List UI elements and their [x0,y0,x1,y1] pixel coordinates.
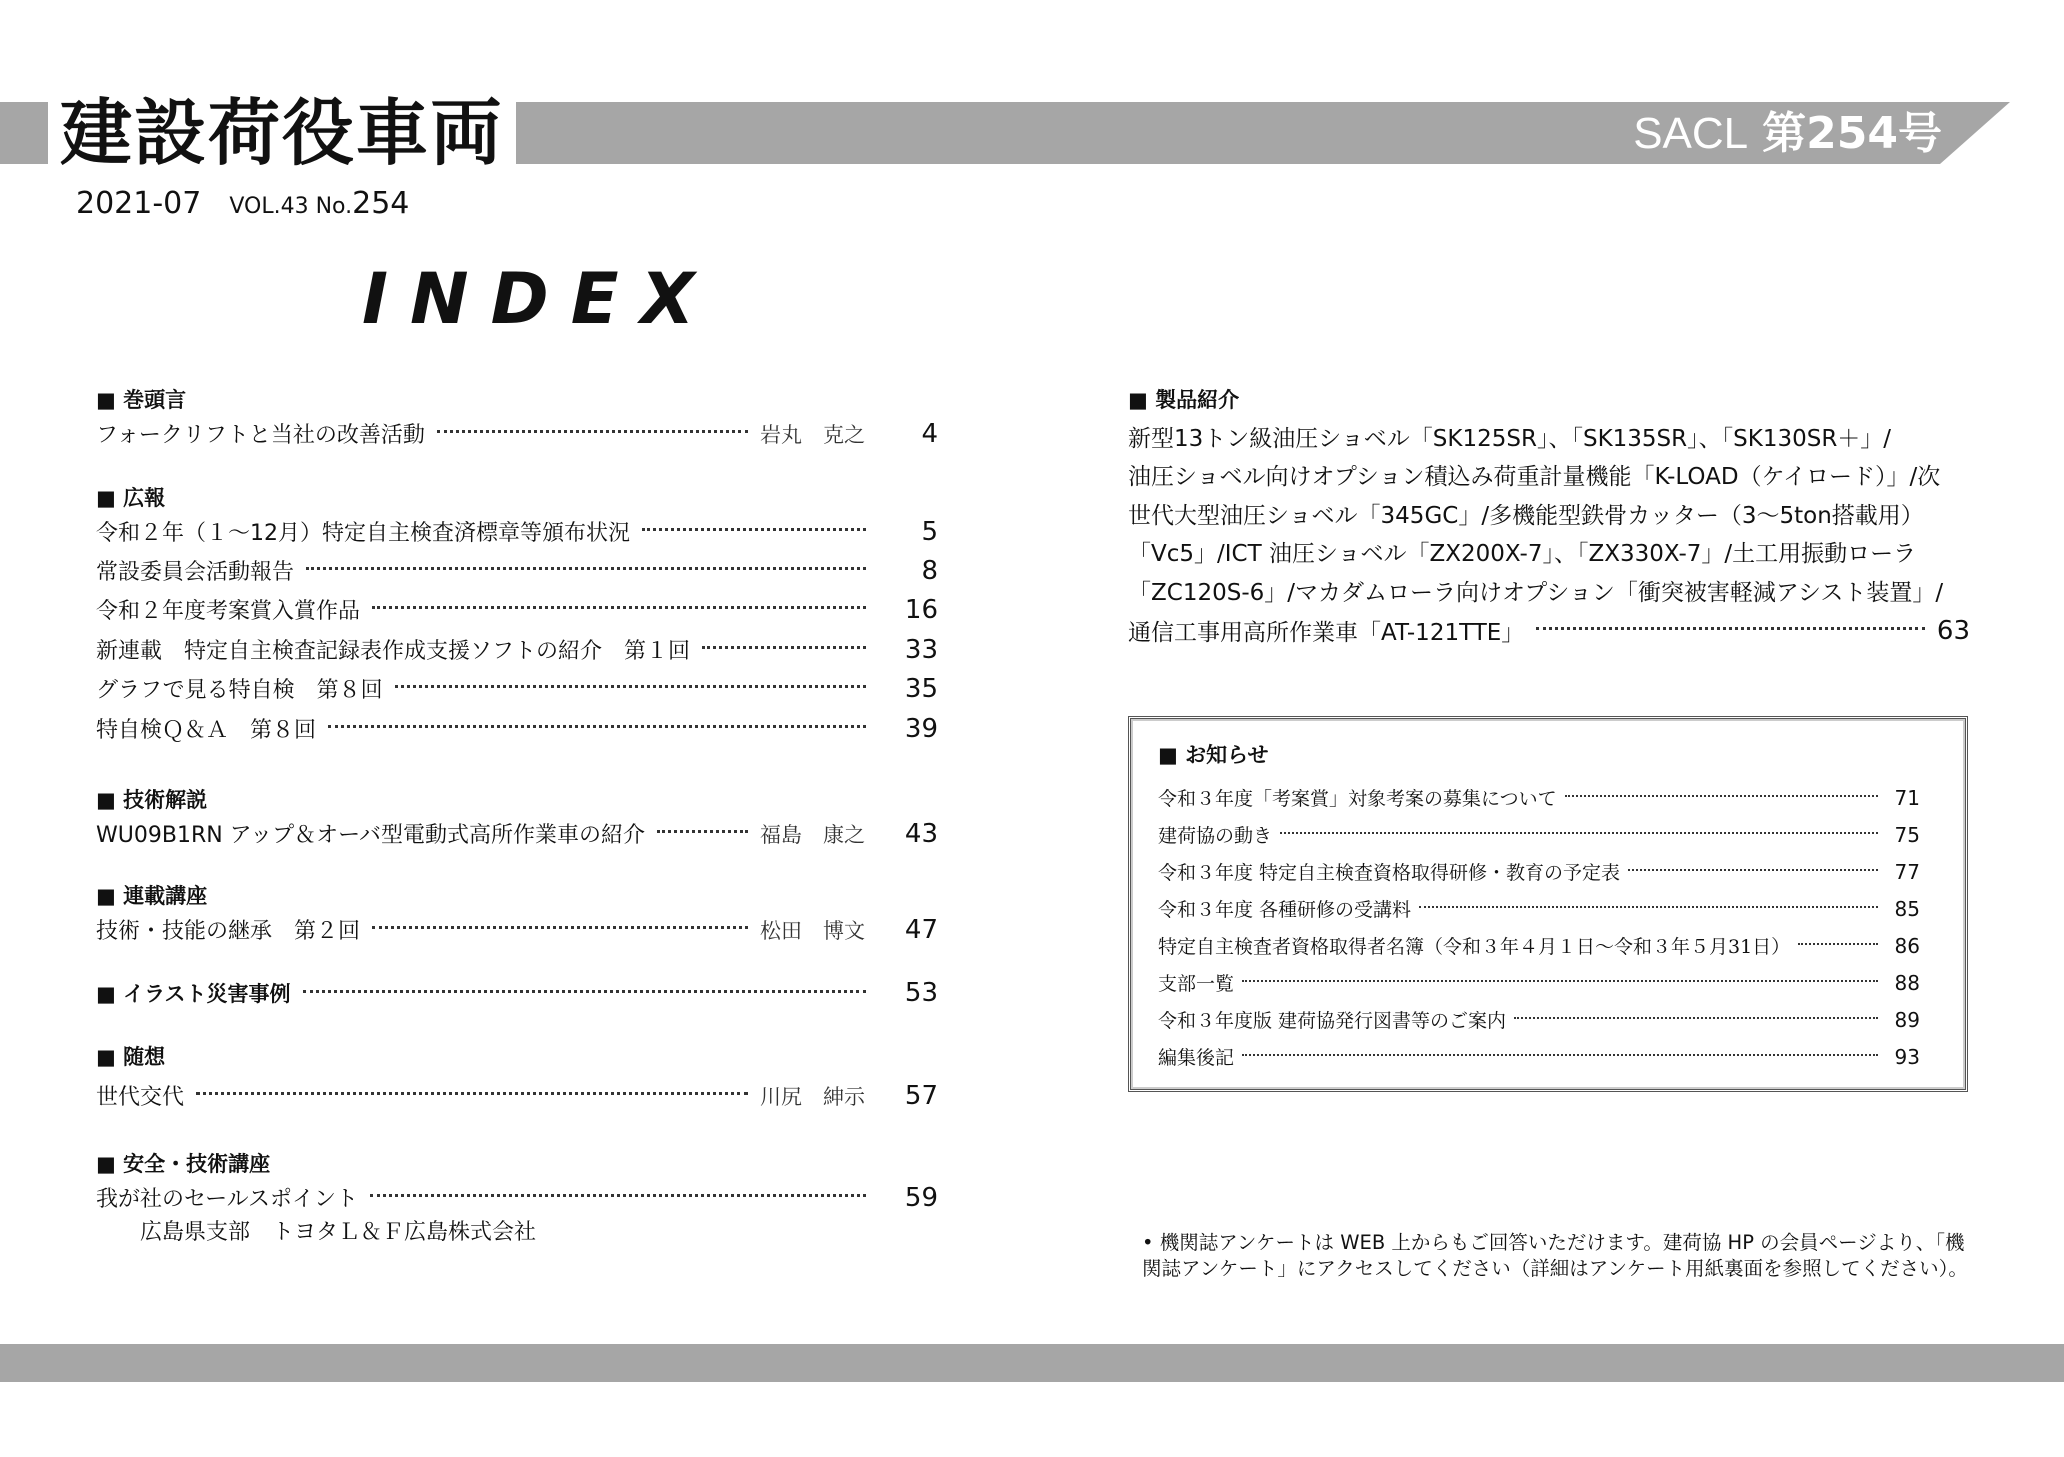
toc-row-products[interactable] [1128,614,1970,647]
section-head-essay: ■ 随想 [96,1045,166,1069]
toc-row[interactable] [96,713,938,744]
section-head-safety: ■ 安全・技術講座 [96,1152,271,1176]
toc-title: 技術・技能の継承 第２回 [96,919,361,944]
toc-page: 53 [904,978,938,1008]
product-line: 「ZC120S-6」/マカダムローラ向けオプション「衝突被害軽減アシスト装置」/ [1128,580,1944,606]
section-head-publicity: ■ 広報 [96,486,166,510]
notice-title: 令和３年度 各種研修の受講料 [1158,899,1412,921]
toc-row[interactable] [96,673,938,704]
leader-dots [1536,627,1925,630]
footer-bar [0,1344,2064,1382]
issue-label [1633,108,1942,159]
leader-dots [395,685,866,688]
notice-page: 93 [1894,1044,1920,1069]
toc-row[interactable] [96,1080,938,1111]
notice-row[interactable] [1158,969,1920,996]
leader-dots [1242,980,1878,982]
notice-page: 75 [1894,822,1920,847]
leader-dots [1280,832,1878,834]
section-head-notices: ■ お知らせ [1158,743,1269,767]
toc-page: 16 [904,594,938,625]
toc-title: グラフで見る特自検 第８回 [96,678,383,703]
notice-title: 令和３年度「考案賞」対象考案の募集について [1158,788,1557,810]
toc-title: 我が社のセールスポイント [96,1187,359,1212]
section-head-technical: ■ 技術解説 [96,788,208,812]
notice-row[interactable] [1158,784,1920,811]
issue-number: 第254号 [1762,108,1942,159]
toc-subline: 広島県支部 トヨタＬ＆Ｆ広島株式会社 [140,1220,537,1245]
section-head-foreword: ■ 巻頭言 [96,388,187,412]
notice-page: 77 [1894,859,1920,884]
toc-title: WU09B1RN アップ＆オーバ型電動式高所作業車の紹介 [96,823,646,848]
leader-dots [1628,869,1878,871]
leader-dots [702,646,866,649]
toc-page: 5 [921,516,938,547]
notice-row[interactable] [1158,1043,1920,1070]
toc-title: 令和２年（１～12月）特定自主検査済標章等頒布状況 [96,521,630,546]
index-heading: INDEX [362,258,717,340]
notice-title: 令和３年度版 建荷協発行図書等のご案内 [1158,1010,1507,1032]
notice-page: 85 [1894,896,1920,921]
toc-row[interactable] [96,516,938,547]
notice-title: 編集後記 [1158,1047,1235,1069]
volume-label: VOL.43 No. [229,194,353,219]
notice-page: 71 [1894,785,1920,810]
magazine-title: 建設荷役車両 [48,92,516,174]
leader-dots [1565,795,1878,797]
leader-dots [328,725,866,728]
survey-footnote: • 機関誌アンケートは WEB 上からもご回答いただけます。建荷協 HP の会員ページより、「機関誌アンケート」にアクセスしてください（詳細はアンケート用紙裏面を参照してください）。 [1142,1231,1968,1280]
toc-row[interactable] [96,594,938,625]
toc-row-illustration[interactable] [96,978,938,1008]
toc-author: 岩丸 克之 [760,422,865,447]
leader-dots [437,430,748,433]
toc-author: 福島 康之 [760,822,865,847]
notice-row[interactable] [1158,1006,1920,1033]
product-line: 世代大型油圧ショベル「345GC」/多機能型鉄骨カッター（3～5ton搭載用） [1128,503,1924,529]
toc-author: 松田 博文 [760,918,865,943]
toc-page: 59 [904,1182,938,1213]
product-line: 油圧ショベル向けオプション積込み荷重計量機能「K-LOAD（ケイロード）」/次 [1128,464,1941,490]
notice-row[interactable] [1158,858,1920,885]
toc-title: 令和２年度考案賞入賞作品 [96,599,361,624]
toc-row[interactable] [96,634,938,665]
notice-row[interactable] [1158,932,1920,959]
toc-page: 8 [921,555,938,586]
issue-date-line [76,186,409,221]
notice-title: 令和３年度 特定自主検査資格取得研修・教育の予定表 [1158,862,1621,884]
notice-row[interactable] [1158,895,1920,922]
leader-dots [642,528,866,531]
notice-title: 支部一覧 [1158,973,1235,995]
product-line: 通信工事用高所作業車「AT-121TTE」 [1128,620,1525,646]
leader-dots [1798,943,1878,945]
toc-title: フォークリフトと当社の改善活動 [96,423,425,448]
sacl-label: SACL [1633,109,1749,158]
notice-page: 86 [1894,933,1920,958]
leader-dots [1419,906,1878,908]
leader-dots [370,1194,866,1197]
product-line: 新型13トン級油圧ショベル「SK125SR」、「SK135SR」、「SK130SR＋」/ [1128,426,1892,452]
toc-title: 新連載 特定自主検査記録表作成支援ソフトの紹介 第１回 [96,639,691,664]
toc-row[interactable] [96,555,938,586]
toc-row[interactable] [96,914,938,945]
toc-page: 47 [904,914,938,945]
volume-number: 254 [352,186,410,221]
notice-row[interactable] [1158,821,1920,848]
section-head-series: ■ 連載講座 [96,884,208,908]
toc-page: 39 [904,713,938,744]
toc-page: 33 [904,634,938,665]
toc-page: 35 [904,673,938,704]
leader-dots [303,990,866,993]
notice-page: 89 [1894,1007,1920,1032]
leader-dots [1242,1054,1878,1056]
toc-title: 特自検Ｑ＆Ａ 第８回 [96,718,317,743]
toc-row[interactable] [96,818,938,849]
section-head-products: ■ 製品紹介 [1128,388,1240,412]
leader-dots [657,830,748,833]
toc-row[interactable] [96,418,938,449]
notice-page: 88 [1894,970,1920,995]
toc-page: 57 [904,1080,938,1111]
toc-title: 世代交代 [96,1085,185,1110]
toc-title: 常設委員会活動報告 [96,560,295,585]
notice-title: 建荷協の動き [1158,825,1273,847]
toc-page: 63 [1936,615,1970,646]
notice-title: 特定自主検査者資格取得者名簿（令和３年４月１日～令和３年５月31日） [1158,936,1791,958]
toc-row[interactable] [96,1182,938,1213]
leader-dots [372,926,748,929]
product-line: 「Vc5」/ICT 油圧ショベル「ZX200X-7」、「ZX330X-7」/土工用振動ローラ [1128,541,1917,567]
leader-dots [372,606,866,609]
leader-dots [196,1092,748,1095]
leader-dots [1514,1017,1878,1019]
leader-dots [306,567,866,570]
section-head-illustration: ■ イラスト災害事例 [96,982,291,1006]
toc-page: 4 [921,418,938,449]
toc-page: 43 [904,818,938,849]
issue-date: 2021-07 [76,186,202,221]
toc-author: 川尻 紳示 [760,1084,865,1109]
